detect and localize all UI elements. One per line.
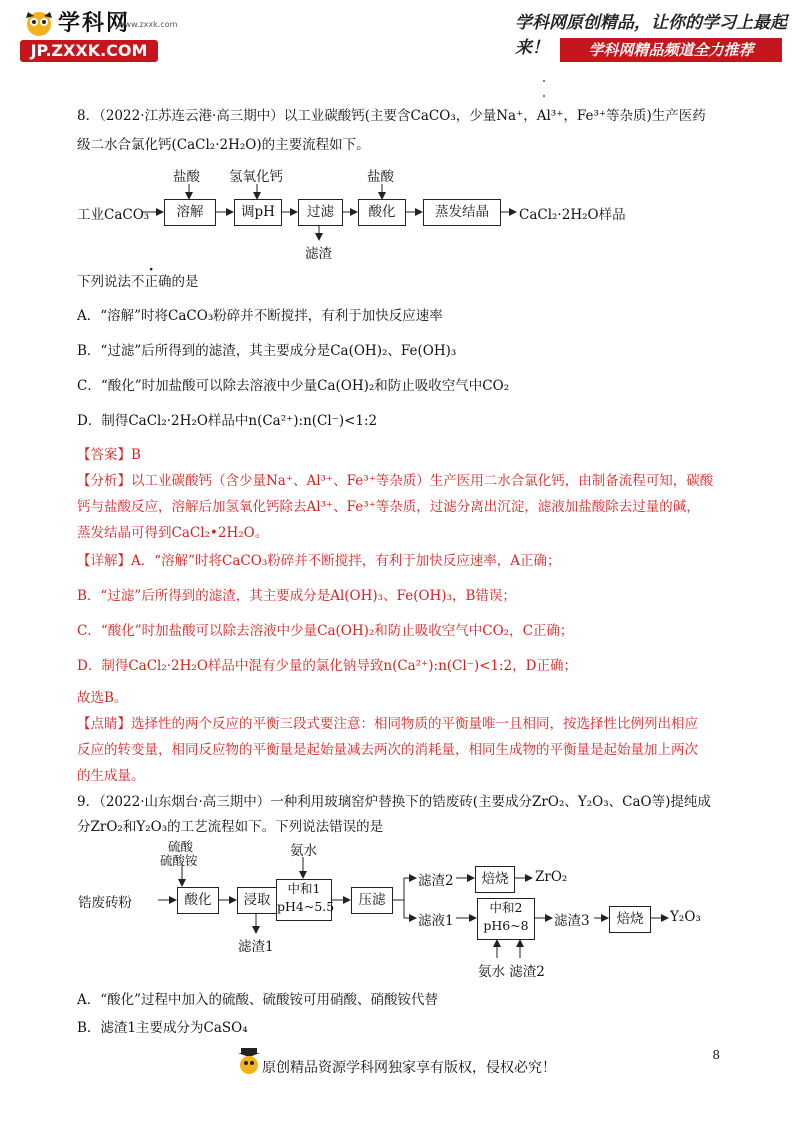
q8-ask-emph: 不正确 [131, 274, 172, 290]
q8-ask-post: 的是 [171, 274, 199, 290]
q8-flow-end: CaCl₂·2H₂O样品 [519, 207, 626, 223]
q8-option-b: B．“过滤”后所得到的滤渣，其主要成分是Ca(OH)₂、Fe(OH)₃ [77, 343, 457, 359]
logo-url-small: www.zxxk.com [118, 20, 178, 29]
header-slogan: 学科网原创精品，让你的学习上最起来！ [515, 13, 787, 58]
q9-neutral-2-label: 中和2 [489, 900, 523, 915]
footer-copyright: 原创精品资源学科网独家享有版权，侵权必究！ [262, 1060, 556, 1076]
q9-bottom-inputs: 氨水 滤渣2 [478, 964, 545, 980]
q8-reagent-caoh2: 氢氧化钙 [229, 169, 283, 185]
q8-tip-1: 【点睛】选择性的两个反应的平衡三段式要注意：相同物质的平衡量唯一且相同，按选择性比例列出相应 [77, 716, 698, 732]
q8-step-dissolve: 溶解 [164, 199, 216, 226]
q8-detail-d: D．制得CaCl₂·2H₂O样品中混有少量的氯化钠导致n(Ca²⁺):n(Cl⁻)<1:2，D正确； [77, 658, 577, 674]
q8-detail-a: 【详解】A．“溶解”时将CaCO₃粉碎并不断搅拌，有利于加快反应速率，A正确； [77, 553, 561, 569]
q8-tip-3: 的生成量。 [77, 768, 145, 784]
q9-step-neutral-2 [477, 898, 535, 940]
q9-stem-line-1: 9．（2022·山东烟台·高三期中）一种利用玻璃窑炉替换下的锆废砖(主要成分ZrO₂、Y₂O₃、CaO等)提纯成 [77, 794, 711, 810]
q9-reagent-ammonia: 氨水 [290, 843, 317, 859]
q8-step-filter: 过滤 [298, 199, 343, 226]
q9-neutral-1-label: 中和1 [287, 881, 321, 896]
q9-step-calcine-2: 焙烧 [609, 906, 651, 933]
q9-residue-2: 滤渣2 [418, 873, 454, 889]
q8-analysis-1: 【分析】以工业碳酸钙（含少量Na⁺、Al³⁺、Fe³⁺等杂质）生产医用二水合氯化钙，由制备流程可知，碳酸 [77, 473, 714, 489]
q8-step-evaporate: 蒸发结晶 [423, 199, 501, 226]
q9-neutral-2-ph: pH6~8 [483, 918, 529, 933]
q8-analysis-3: 蒸发结晶可得到CaCl₂•2H₂O。 [77, 525, 269, 541]
q8-detail-b: B．“过滤”后所得到的滤渣，其主要成分是Al(OH)₃、Fe(OH)₃，B错误； [77, 588, 516, 604]
q9-residue-1: 滤渣1 [238, 939, 274, 955]
q9-step-acidify: 酸化 [177, 887, 219, 914]
q8-stem-line-2: 级二水合氯化钙(CaCl₂·2H₂O)的主要流程如下。 [77, 137, 370, 153]
q8-tip-2: 反应的转变量，相同反应物的平衡量是起始量减去两次的消耗量，相同生成物的平衡量是起始量加上两次 [77, 742, 698, 758]
logo-text: 学科网 [58, 11, 131, 36]
q8-ask-pre: 下列说法 [77, 274, 131, 290]
q8-stem-line-1: 8．（2022·江苏连云港·高三期中）以工业碳酸钙(主要含CaCO₃，少量Na⁺，Al³⁺，Fe³⁺等杂质)生产医药 [77, 108, 706, 124]
q9-reagent-nh4so4: 硫酸铵 [160, 853, 198, 868]
mascot-icon [236, 1048, 262, 1078]
logo-url-badge: JP.ZXXK.COM [20, 40, 158, 62]
q9-reagent-h2so4: 硫酸 [168, 839, 194, 854]
q9-stem-line-2: 分ZrO₂和Y₂O₃的工艺流程如下。下列说法错误的是 [77, 819, 384, 835]
q8-analysis-2: 钙与盐酸反应，溶解后加氢氧化钙除去Al³⁺、Fe³⁺等杂质，过滤分离出沉淀，滤液加盐酸除去过量的碱， [77, 499, 700, 515]
q8-residue: 滤渣 [305, 246, 332, 262]
header-banner: 学科网精品频道全力推荐 [560, 38, 782, 62]
q8-reagent-hcl-1: 盐酸 [173, 169, 200, 185]
q8-choose: 故选B。 [77, 690, 128, 706]
q9-step-press: 压滤 [351, 887, 393, 914]
page-number: 8 [712, 1048, 720, 1062]
q9-step-neutral-1 [276, 879, 335, 921]
q8-option-d: D．制得CaCl₂·2H₂O样品中n(Ca²⁺):n(Cl⁻)<1:2 [77, 413, 378, 429]
q8-reagent-hcl-2: 盐酸 [367, 169, 394, 185]
q8-option-c: C．“酸化”时加盐酸可以除去溶液中少量Ca(OH)₂和防止吸收空气中CO₂ [77, 378, 510, 394]
q9-flow-start: 锆废砖粉 [78, 895, 132, 911]
q9-step-leach: 浸取 [237, 887, 277, 914]
q8-answer: 【答案】B [77, 447, 141, 463]
q9-filtrate-1: 滤液1 [418, 913, 454, 929]
q8-step-adjust-ph: 调pH [234, 199, 282, 226]
q9-product-zro2: ZrO₂ [535, 869, 568, 885]
q9-option-b: B．滤渣1主要成分为CaSO₄ [77, 1020, 248, 1036]
q8-option-a: A．“溶解”时将CaCO₃粉碎并不断搅拌，有利于加快反应速率 [77, 308, 443, 324]
q9-neutral-1-ph: pH4~5.5 [277, 899, 335, 914]
q8-step-acidify: 酸化 [358, 199, 406, 226]
q8-flow-start: 工业CaCO₃ [77, 207, 150, 223]
q8-detail-c: C．“酸化”时加盐酸可以除去溶液中少量Ca(OH)₂和防止吸收空气中CO₂，C正确； [77, 623, 574, 639]
q9-step-calcine-1: 焙烧 [475, 866, 515, 893]
q9-product-y2o3: Y₂O₃ [670, 909, 701, 925]
q9-option-a: A．“酸化”过程中加入的硫酸、硫酸铵可用硝酸、硝酸铵代替 [77, 992, 439, 1008]
q9-residue-3: 滤渣3 [554, 913, 590, 929]
